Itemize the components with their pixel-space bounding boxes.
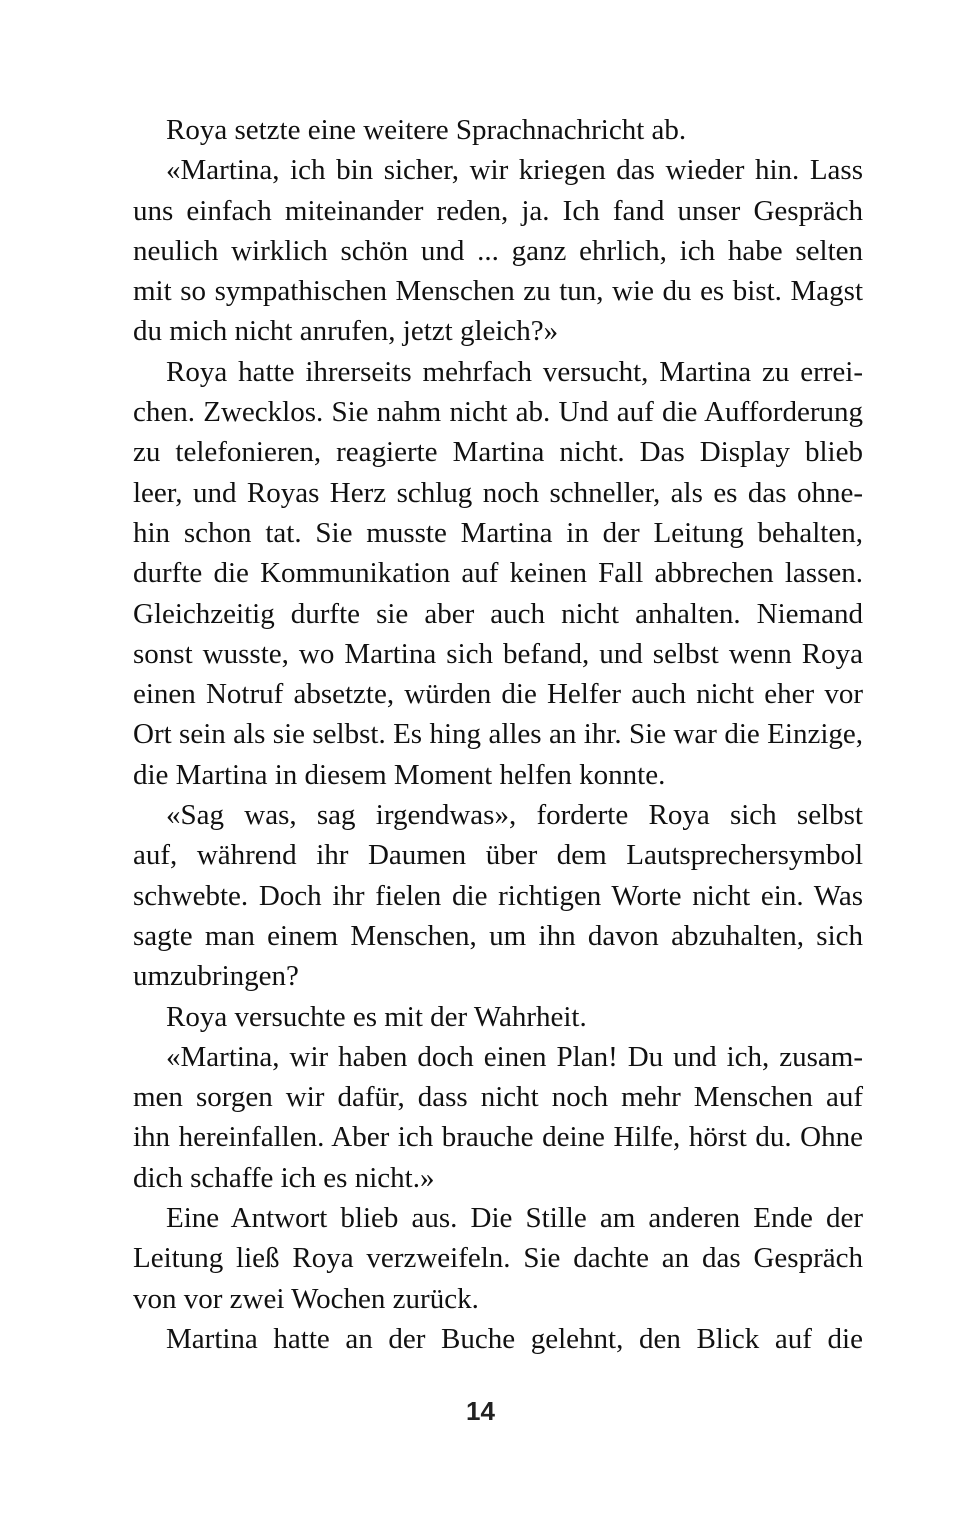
text-line: Roya versuchte es mit der Wahrheit. [166,1000,587,1033]
text-line: men sorgen wir dafür, dass nicht noch mehr Menschen auf [133,1081,863,1114]
text-line: durfte die Kommunikation auf keinen Fall abbrechen lassen. [133,557,863,590]
text-line: neulich wirklich schön und ... ganz ehrlich, ich habe selten [133,234,863,267]
text-line: ihn hereinfallen. Aber ich brauche deine Hilfe, hörst du. Ohne [133,1121,863,1154]
text-line: auf, während ihr Daumen über dem Lautsprechersymbol [133,839,863,872]
text-line: sonst wusste, wo Martina sich befand, und selbst wenn Roya [133,637,863,670]
text-line: einen Notruf absetzte, würden die Helfer auch nicht eher vor [133,678,863,711]
text-line: Roya setzte eine weitere Sprachnachricht ab. [166,114,687,146]
text-line: Eine Antwort blieb aus. Die Stille am anderen Ende der [166,1202,863,1235]
text-line: mit so sympathischen Menschen zu tun, wie du es bist. Magst [133,275,863,308]
text-line: Martina hatte an der Buche gelehnt, den Blick auf die [166,1322,863,1355]
text-line: «Sag was, sag irgendwas», forderte Roya sich selbst [166,799,863,832]
body-text [133,110,863,1359]
text-line: du mich nicht anrufen, jetzt gleich?» [133,315,559,348]
text-line: «Martina, wir haben doch einen Plan! Du und ich, zusam- [166,1040,863,1073]
text-line: sagte man einem Menschen, um ihn davon abzuhalten, sich [133,919,863,952]
text-line: uns einfach miteinander reden, ja. Ich fand unser Gespräch [133,194,863,227]
text-line: umzubringen? [133,960,299,993]
text-line: Gleichzeitig durfte sie aber auch nicht anhalten. Niemand [133,597,863,630]
text-line: chen. Zwecklos. Sie nahm nicht ab. Und auf die Aufforderung [133,396,863,429]
text-line: von vor zwei Wochen zurück. [133,1282,479,1315]
text-line: dich schaffe ich es nicht.» [133,1161,435,1194]
text-line: schwebte. Doch ihr fielen die richtigen Worte nicht ein. Was [133,879,863,912]
text-line: die Martina in diesem Moment helfen konnte. [133,758,666,791]
text-line: Leitung ließ Roya verzweifeln. Sie dachte an das Gespräch [133,1242,863,1275]
text-line: «Martina, ich bin sicher, wir kriegen das wieder hin. Lass [166,154,863,187]
page-number: 14 [466,1396,495,1426]
text-line: leer, und Royas Herz schlug noch schneller, als es das ohne- [133,476,863,509]
text-line: Ort sein als sie selbst. Es hing alles an ihr. Sie war die Einzige, [133,718,863,751]
text-line: zu telefonieren, reagierte Martina nicht. Das Display blieb [133,436,863,469]
text-line: hin schon tat. Sie musste Martina in der Leitung behalten, [133,516,863,549]
text-line: Roya hatte ihrerseits mehrfach versucht, Martina zu errei- [166,355,863,388]
